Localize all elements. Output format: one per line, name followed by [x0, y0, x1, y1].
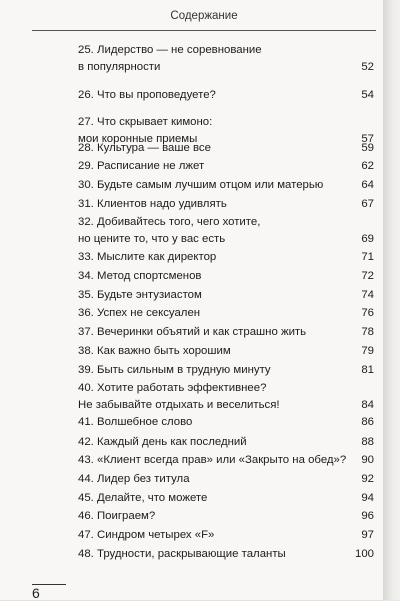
toc-entry-page: 69	[361, 233, 374, 245]
toc-entry-title: 47. Синдром четырех «F»	[78, 529, 215, 541]
toc-entry-title: 29. Расписание не лжет	[78, 160, 205, 172]
toc-entry-page: 90	[361, 454, 374, 466]
toc-entry-page: 74	[361, 289, 374, 301]
toc-entry-page: 72	[361, 270, 374, 282]
toc-entry	[78, 196, 374, 213]
toc-entry-title: 48. Трудности, раскрывающие таланты	[78, 548, 286, 560]
toc-entry-page: 67	[361, 198, 374, 210]
toc-entry-page: 81	[361, 364, 374, 376]
toc-entry-title: 31. Клиентов надо удивлять	[78, 198, 227, 210]
toc-entry-page: 71	[361, 251, 374, 263]
toc-entry-title: 46. Поиграем?	[78, 510, 156, 522]
toc-entry-title: в популярности	[78, 61, 161, 73]
toc-entry-page: 92	[361, 473, 374, 485]
toc-entry-page: 79	[361, 345, 374, 357]
toc-entry-title: Не забывайте отдыхать и веселиться!	[78, 399, 280, 411]
toc-entry-title: 32. Добивайтесь того, чего хотите,	[78, 216, 261, 228]
toc-entry-title: 38. Как важно быть хорошим	[78, 345, 231, 357]
toc-entry	[78, 87, 374, 104]
toc-entry-page: 57	[361, 133, 374, 145]
toc-entry-title: 30. Будьте самым лучшим отцом или матерью	[78, 179, 324, 191]
toc-entry	[78, 452, 374, 469]
toc-entry-title: 27. Что скрывает кимоно:	[78, 116, 213, 128]
toc-entry	[78, 140, 374, 157]
toc-entry-page: 84	[361, 399, 374, 411]
toc-entry	[78, 268, 374, 285]
toc-entry	[78, 305, 374, 322]
toc-entry	[78, 324, 374, 341]
toc-entry	[78, 362, 374, 379]
toc-entry-title: 42. Каждый день как последний	[78, 436, 247, 448]
toc-entry	[78, 158, 374, 175]
toc-entry-title: 37. Вечеринки объятий и как страшно жить	[78, 326, 307, 338]
toc-entry	[78, 546, 374, 563]
running-header: Содержание	[170, 10, 238, 22]
toc-entry-title: 41. Волшебное слово	[78, 416, 193, 428]
toc-entry-page: 59	[361, 142, 374, 154]
toc-entry-title: 34. Метод спортсменов	[78, 270, 202, 282]
toc-entry-title: 39. Быть сильным в трудную минуту	[78, 364, 271, 376]
toc-entry-page: 94	[361, 492, 374, 504]
toc-entry-title: 36. Успех не сексуален	[78, 307, 201, 319]
toc-entry-title: 26. Что вы проповедуете?	[78, 89, 216, 101]
toc-entry-page: 78	[361, 326, 374, 338]
toc-entry-title: 25. Лидерство — не соревнование	[78, 44, 262, 56]
toc-entry-page: 86	[361, 416, 374, 428]
toc-entry-page: 62	[361, 160, 374, 172]
toc-entry-page: 76	[361, 307, 374, 319]
toc-entry-title: 43. «Клиент всегда прав» или «Закрыто на обед»?	[78, 454, 347, 466]
toc-entry-title: 44. Лидер без титула	[78, 473, 190, 485]
toc-entry	[78, 508, 374, 525]
toc-entry-page: 64	[361, 179, 374, 191]
toc-entry	[78, 287, 374, 304]
toc-entry	[78, 527, 374, 544]
toc-entry	[78, 414, 374, 431]
toc-entry	[78, 249, 374, 266]
toc-entry-page: 96	[361, 510, 374, 522]
toc-entry-title: 35. Будьте энтузиастом	[78, 289, 202, 301]
page-edge	[383, 0, 400, 600]
toc-entry-title: 45. Делайте, что можете	[78, 492, 208, 504]
toc-entry	[78, 380, 374, 414]
page-number: 6	[32, 585, 40, 601]
toc-entry-title: 28. Культура — ваше все	[78, 142, 211, 154]
toc-entry	[78, 343, 374, 360]
toc-entry	[78, 177, 374, 194]
toc-entry-title: но цените то, что у вас есть	[78, 233, 226, 245]
toc-entry-title: 33. Мыслите как директор	[78, 251, 217, 263]
toc-entry	[78, 434, 374, 451]
toc-entry-page: 97	[361, 529, 374, 541]
toc-entry	[78, 214, 374, 248]
toc-entry-page: 54	[361, 89, 374, 101]
toc-entry-page: 100	[354, 548, 374, 560]
toc-entry	[78, 490, 374, 507]
toc-entry	[78, 471, 374, 488]
toc-entry-title: мои коронные приемы	[78, 133, 198, 145]
toc-entry-page: 52	[361, 61, 374, 73]
toc-entry	[78, 42, 374, 76]
toc-entry-title: 40. Хотите работать эффективнее?	[78, 382, 267, 394]
toc-entry-page: 88	[361, 436, 374, 448]
